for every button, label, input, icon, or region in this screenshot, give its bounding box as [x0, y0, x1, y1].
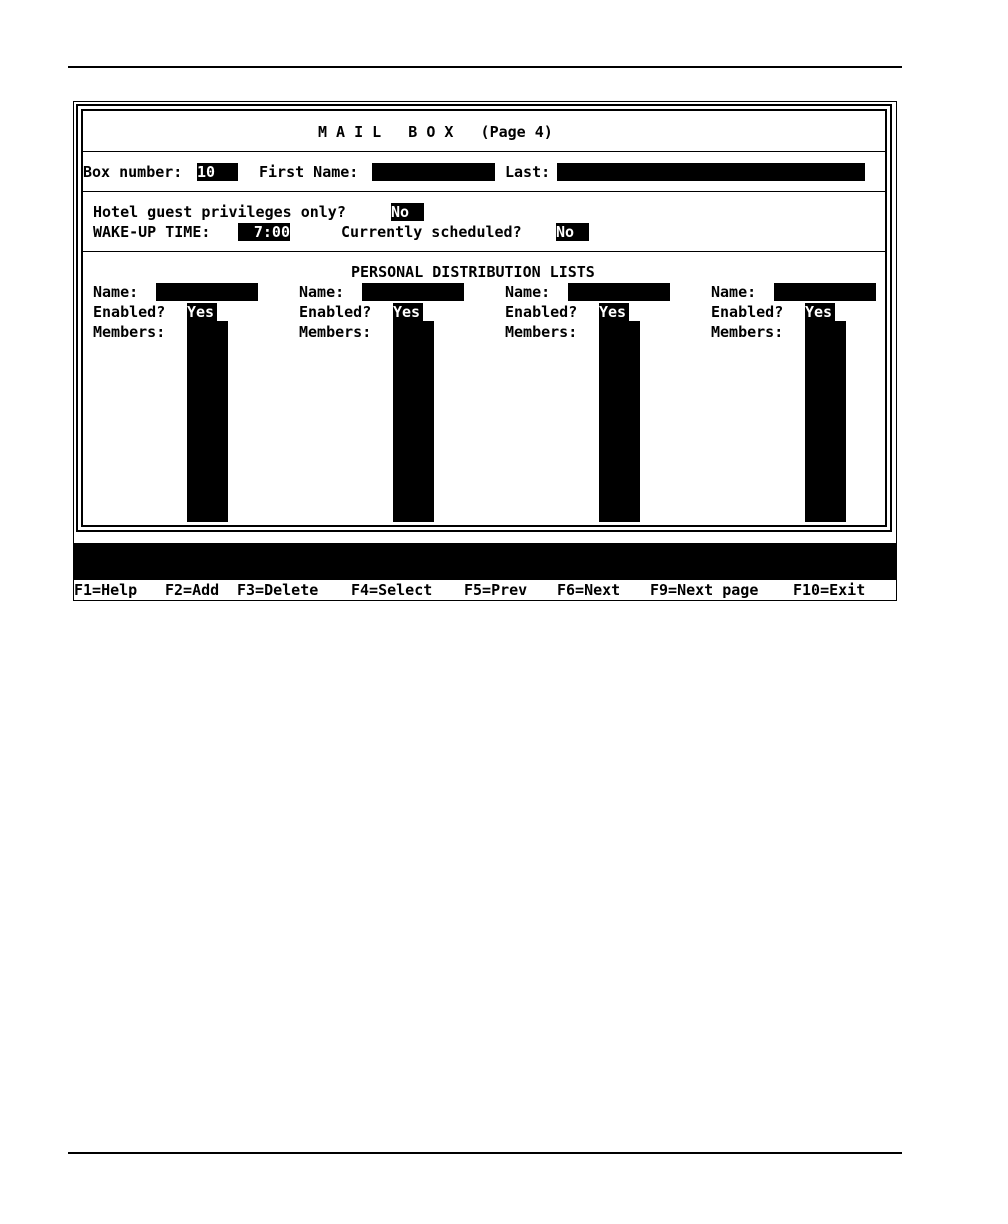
last-name-field[interactable]: [557, 163, 865, 181]
currently-scheduled-field[interactable]: No: [556, 223, 589, 241]
box-number-field[interactable]: 10: [197, 163, 238, 181]
wakeup-time-field[interactable]: 7:00: [238, 223, 290, 241]
list-enabled-label: Enabled?: [93, 303, 166, 321]
list-enabled-field[interactable]: Yes: [599, 303, 629, 321]
list-name-field[interactable]: [362, 283, 464, 301]
list-enabled-field[interactable]: Yes: [393, 303, 423, 321]
distribution-lists-heading: PERSONAL DISTRIBUTION LISTS: [351, 263, 595, 281]
f5-prev-key[interactable]: F5=Prev: [464, 581, 528, 599]
hotel-guest-field[interactable]: No: [391, 203, 424, 221]
list-enabled-field[interactable]: Yes: [187, 303, 217, 321]
list-enabled-label: Enabled?: [711, 303, 784, 321]
function-key-bar: [74, 580, 896, 600]
list-members-label: Members:: [505, 323, 578, 341]
list-enabled-label: Enabled?: [505, 303, 578, 321]
f2-add-key[interactable]: F2=Add: [165, 581, 220, 599]
first-name-field[interactable]: [372, 163, 495, 181]
list-enabled-label: Enabled?: [299, 303, 372, 321]
list-name-label: Name:: [711, 283, 757, 301]
list-members-field[interactable]: [805, 321, 846, 522]
terminal-screen: [73, 101, 897, 601]
names-divider: [83, 191, 887, 192]
f1-help-key[interactable]: F1=Help: [74, 581, 138, 599]
list-members-field[interactable]: [599, 321, 640, 522]
f10-exit-key[interactable]: F10=Exit: [793, 581, 866, 599]
list-name-field[interactable]: [774, 283, 876, 301]
list-members-label: Members:: [299, 323, 372, 341]
page-top-rule: [68, 66, 902, 68]
status-bar: [74, 543, 896, 580]
list-members-label: Members:: [711, 323, 784, 341]
list-enabled-field[interactable]: Yes: [805, 303, 835, 321]
hotel-guest-label: Hotel guest privileges only?: [93, 203, 346, 221]
title-divider: [83, 151, 887, 152]
page-bottom-rule: [68, 1152, 902, 1154]
list-members-field[interactable]: [393, 321, 434, 522]
last-name-label: Last:: [505, 163, 551, 181]
screen-title: M A I L B O X (Page 4): [318, 123, 553, 141]
list-name-label: Name:: [93, 283, 139, 301]
list-name-label: Name:: [505, 283, 551, 301]
currently-scheduled-label: Currently scheduled?: [341, 223, 522, 241]
list-name-field[interactable]: [156, 283, 258, 301]
list-name-field[interactable]: [568, 283, 670, 301]
list-members-label: Members:: [93, 323, 166, 341]
list-members-field[interactable]: [187, 321, 228, 522]
wakeup-time-label: WAKE-UP TIME:: [93, 223, 211, 241]
f9-next-page-key[interactable]: F9=Next page: [650, 581, 759, 599]
f3-delete-key[interactable]: F3=Delete: [237, 581, 319, 599]
first-name-label: First Name:: [259, 163, 359, 181]
list-name-label: Name:: [299, 283, 345, 301]
f6-next-key[interactable]: F6=Next: [557, 581, 621, 599]
privileges-divider: [83, 251, 887, 252]
f4-select-key[interactable]: F4=Select: [351, 581, 433, 599]
box-number-label: Box number:: [83, 163, 183, 181]
